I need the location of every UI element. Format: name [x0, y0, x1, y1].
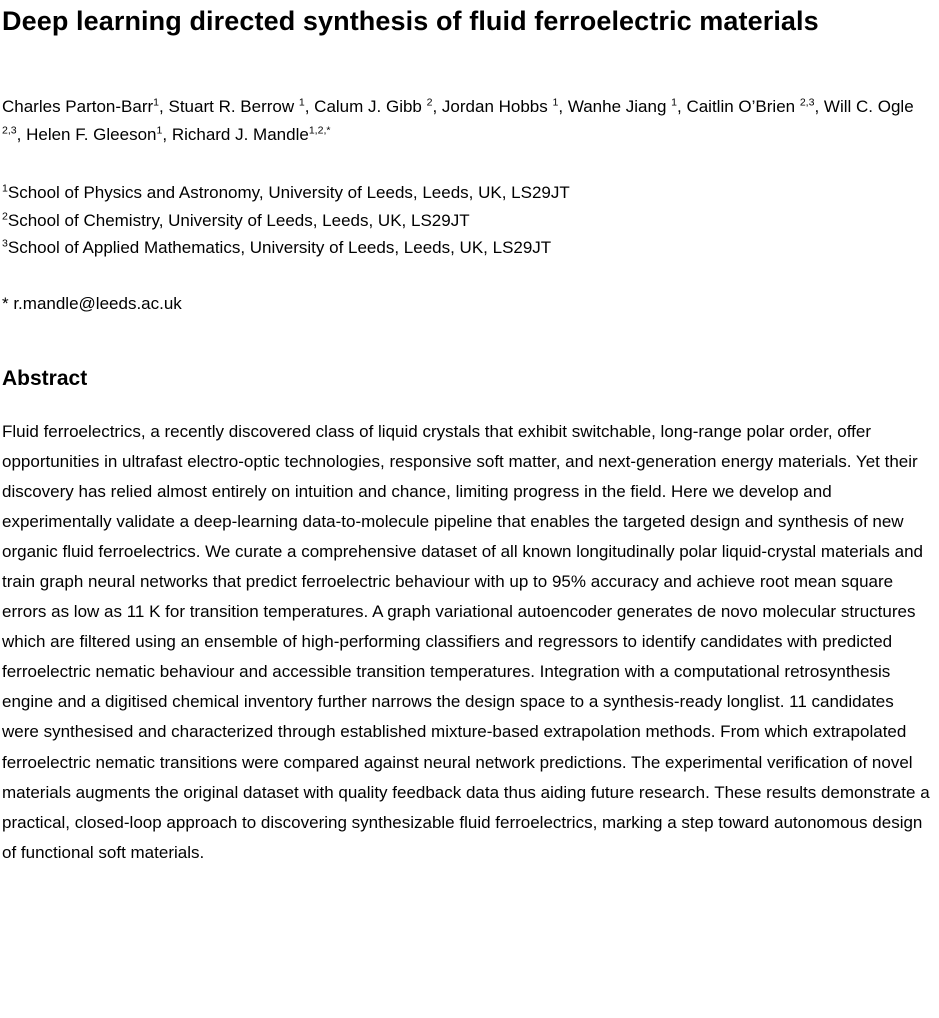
author-name: Wanhe Jiang — [567, 97, 672, 117]
author-name: Stuart R. Berrow — [168, 97, 299, 117]
author-name: Will C. Ogle — [823, 97, 914, 117]
affiliation-number: 2 — [2, 210, 8, 223]
author — [442, 97, 568, 116]
affiliation-number: 3 — [2, 237, 8, 250]
author — [686, 97, 823, 116]
authors-line — [2, 93, 931, 149]
author-affiliation-sup: 1 — [552, 96, 559, 109]
abstract-body: Fluid ferroelectrics, a recently discovered class of liquid crystals that exhibit switchable, long-range polar order, offer opportunities in ultrafast electro-optic technologies, responsive soft matter, and next-generation energy materials. Yet their discovery has relied almost entirely on intuition and chance, limiting progress in the field. Here we develop and experimentally validate a deep-learning data-to-molecule pipeline that enables the targeted design and synthesis of new organic fluid ferroelectrics. We curate a comprehensive dataset of all known longitudinally polar liquid-crystal materials and train graph neural networks that predict ferroelectric behaviour with up to 95% accuracy and achieve root mean square errors as low as 11 K for transition temperatures. A graph variational autoencoder generates de novo molecular structures which are filtered using an ensemble of high-performing classifiers and regressors to identify candidates with predicted ferroelectric nematic behaviour and accessible transition temperatures. Integration with a computational retrosynthesis engine and a digitised chemical inventory further narrows the design space to a synthesis-ready longlist. 11 candidates were synthesised and characterized through established mixture-based extrapolation methods. From which extrapolated ferroelectric nematic transitions were compared against neural network predictions. The experimental verification of novel materials augments the original dataset with quality feedback data thus aiding future research. These results demonstrate a practical, closed-loop approach to discovering synthesizable fluid ferroelectrics, marking a step toward autonomous design of functional soft materials. — [2, 421, 930, 862]
author-name: Jordan Hobbs — [441, 97, 553, 117]
author — [168, 97, 314, 116]
affiliation-line — [2, 234, 931, 262]
affiliation-line — [2, 207, 931, 235]
affiliations-block — [2, 179, 931, 262]
author-affiliation-sup: 2,3 — [2, 124, 17, 137]
author — [2, 97, 168, 116]
author-name: Charles Parton-Barr — [2, 97, 154, 117]
paper-title: Deep learning directed synthesis of fluid ferroelectric materials — [2, 6, 819, 36]
author-name: Helen F. Gleeson — [26, 125, 157, 145]
author-affiliation-sup: 1 — [156, 124, 163, 137]
author-separator: , — [304, 97, 315, 117]
affiliation-text: School of Physics and Astronomy, University of Leeds, Leeds, UK, LS29JT — [7, 183, 570, 203]
author-separator: , — [159, 97, 169, 117]
author-separator: , — [814, 97, 824, 117]
author-name: Caitlin O’Brien — [686, 97, 800, 117]
author-separator: , — [677, 97, 687, 117]
author-affiliation-sup: 1 — [671, 96, 677, 109]
correspondence-email: * r.mandle@leeds.ac.uk — [2, 293, 182, 313]
author-separator: , — [162, 125, 172, 145]
author-separator: , — [432, 97, 442, 117]
author-separator: , — [16, 125, 27, 145]
author-affiliation-sup: 1 — [298, 96, 305, 109]
author-name: Richard J. Mandle — [171, 125, 309, 145]
author — [314, 97, 442, 116]
author — [172, 125, 331, 144]
author-affiliation-sup: 1,2,* — [308, 124, 331, 137]
author-affiliation-sup: 2,3 — [799, 96, 815, 109]
author — [568, 97, 687, 116]
author-separator: , — [558, 97, 568, 117]
affiliation-number: 1 — [2, 182, 8, 195]
affiliation-text: School of Applied Mathematics, University of Leeds, Leeds, UK, LS29JT — [7, 238, 552, 258]
abstract-heading: Abstract — [2, 367, 88, 391]
author — [26, 125, 172, 144]
author-affiliation-sup: 2 — [426, 96, 433, 109]
author-name: Calum J. Gibb — [314, 97, 427, 117]
author-affiliation-sup: 1 — [153, 96, 160, 109]
affiliation-line — [2, 179, 931, 207]
affiliation-text: School of Chemistry, University of Leeds, Leeds, UK, LS29JT — [7, 210, 470, 230]
